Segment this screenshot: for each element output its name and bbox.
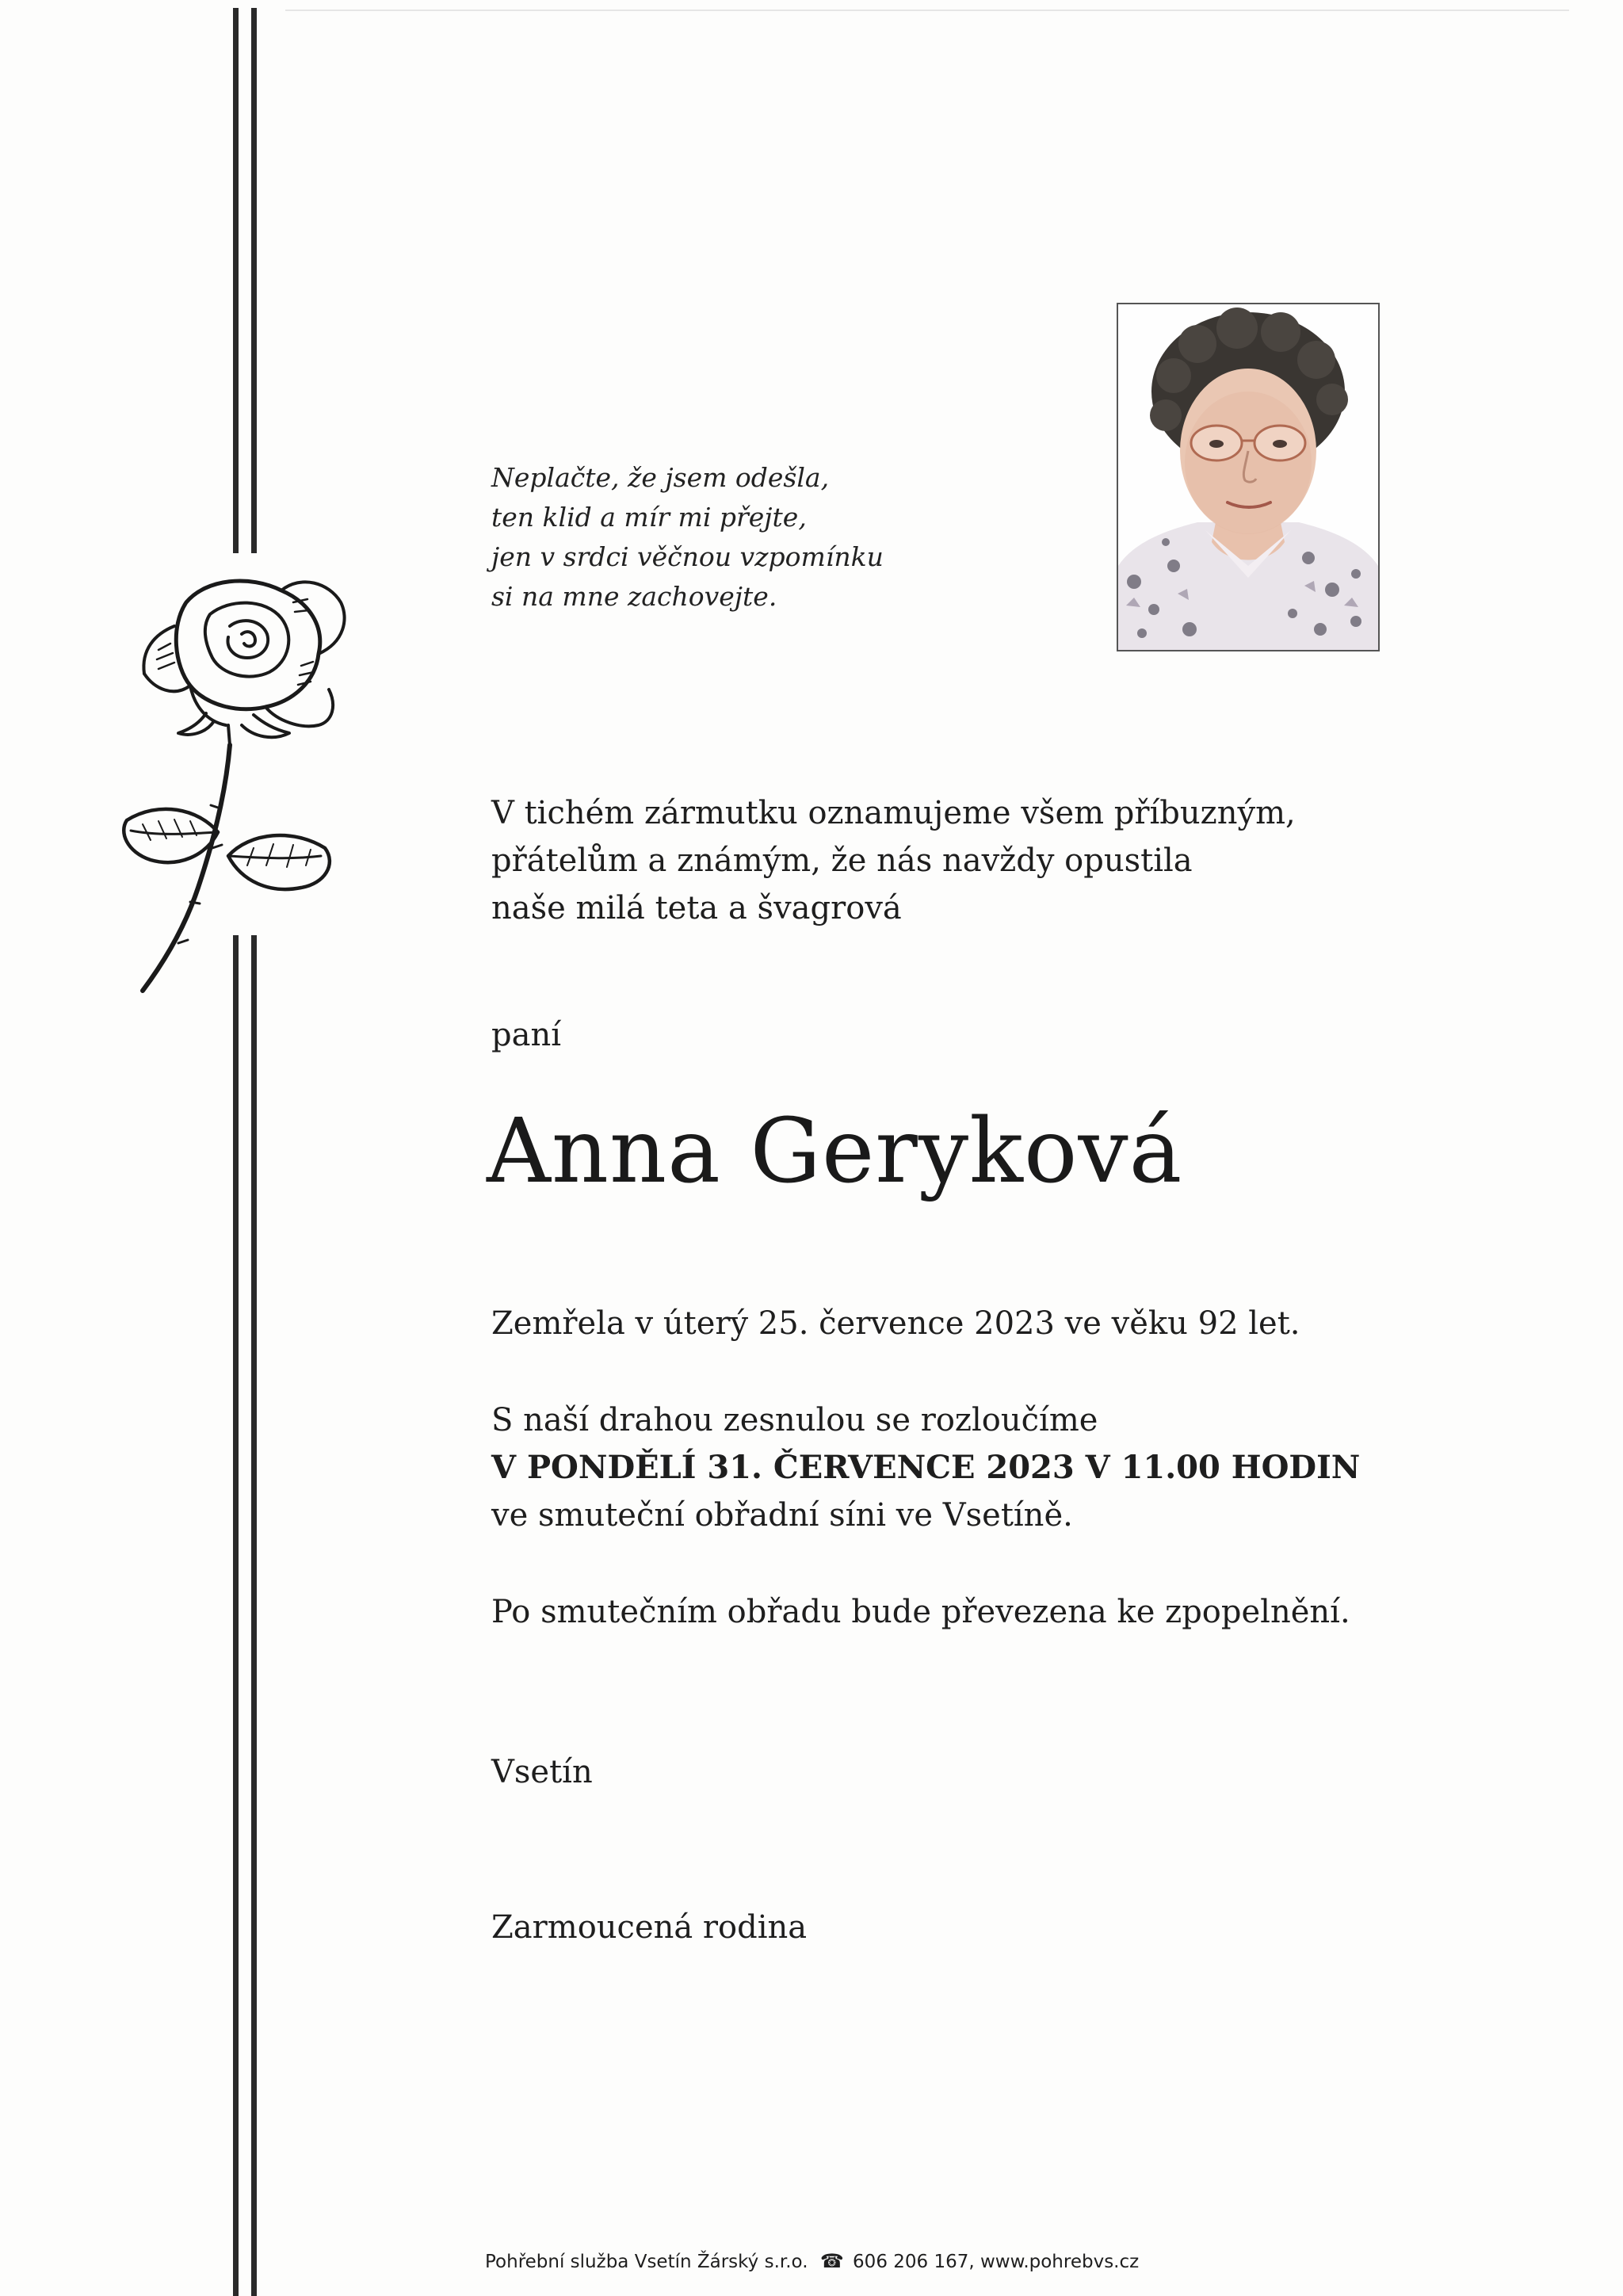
announcement-line-3: naše milá teta a švagrová <box>491 890 902 926</box>
announcement-line-1: V tichém zármutku oznamujeme všem příbuzným, <box>491 795 1296 831</box>
poem-line-3: jen v srdci věčnou vzpomínku <box>491 541 884 572</box>
phone-icon: ☎ <box>819 2250 844 2272</box>
farewell-place: ve smuteční obřadní síni ve Vsetíně. <box>491 1497 1073 1534</box>
town: Vsetín <box>491 1754 593 1790</box>
footer <box>485 2249 1139 2274</box>
cremation-note: Po smutečním obřadu bude převezena ke zpopelnění. <box>491 1594 1350 1630</box>
signature: Zarmoucená rodina <box>491 1909 808 1946</box>
farewell-block <box>491 1396 1360 1539</box>
announcement-line-2: přátelům a známým, že nás navždy opustila <box>491 842 1193 879</box>
left-line-bottom-outer <box>233 935 239 2296</box>
poem-line-4: si na mne zachovejte. <box>491 581 777 612</box>
left-line-top-outer <box>233 8 239 553</box>
death-info: Zemřela v úterý 25. července 2023 ve věku 92 let. <box>491 1305 1300 1342</box>
farewell-line-1: S naší drahou zesnulou se rozloučíme <box>491 1402 1098 1438</box>
footer-company: Pohřební služba Vsetín Žárský s.r.o. <box>485 2252 808 2272</box>
announcement <box>491 789 1296 932</box>
rose-illustration <box>111 571 380 999</box>
poem <box>491 458 884 617</box>
left-line-bottom-inner <box>251 935 257 2296</box>
farewell-date-time: V PONDĚLÍ 31. ČERVENCE 2023 V 11.00 HODIN <box>491 1449 1361 1486</box>
poem-line-1: Neplačte, že jsem odešla, <box>491 462 830 493</box>
footer-phone: 606 206 167, <box>853 2252 975 2272</box>
deceased-name: Anna Geryková <box>487 1100 1183 1203</box>
poem-line-2: ten klid a mír mi přejte, <box>491 502 807 533</box>
footer-website: www.pohrebvs.cz <box>980 2252 1140 2272</box>
top-rule <box>285 10 1569 11</box>
left-line-top-inner <box>251 8 257 553</box>
title-prefix: paní <box>491 1017 562 1053</box>
portrait-photo <box>1117 303 1380 651</box>
